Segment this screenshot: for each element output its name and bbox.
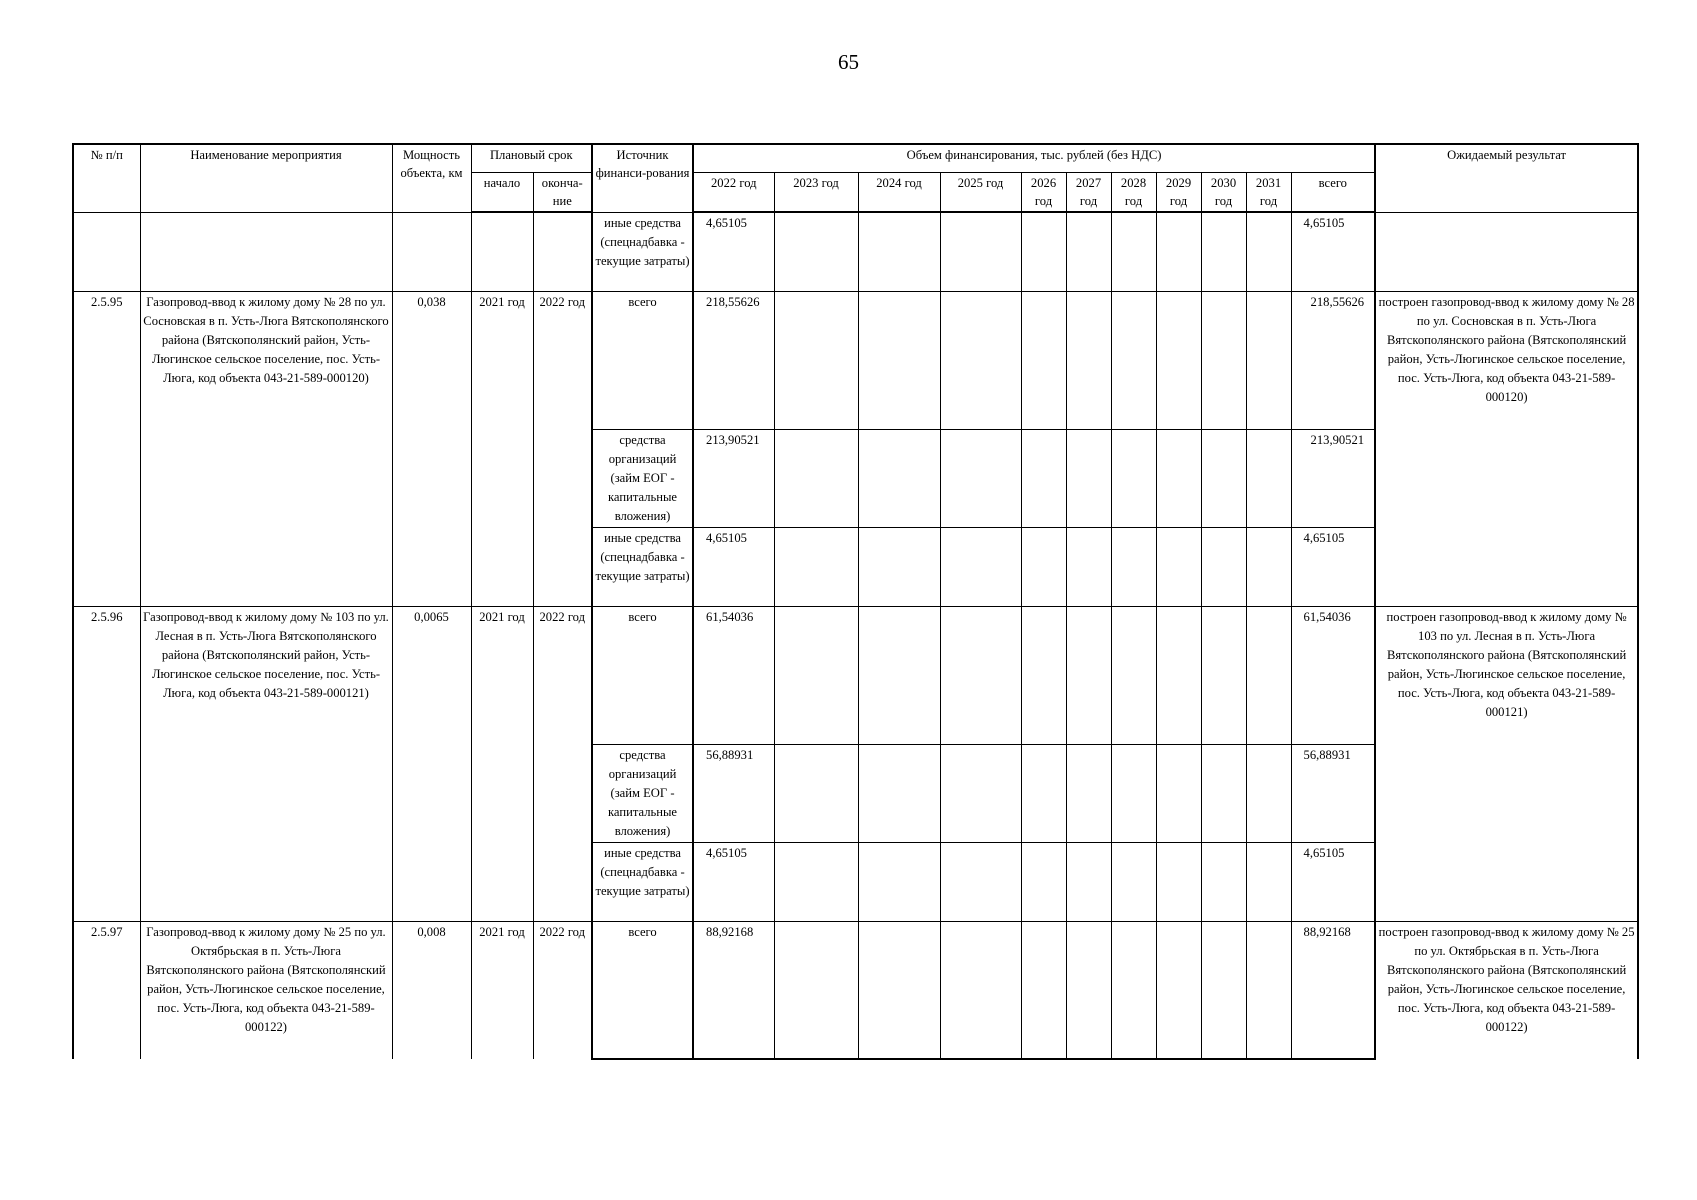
- source-cell: средства организаций (займ ЕОГ - капитальные вложения): [592, 744, 693, 842]
- source-cell: всего: [592, 291, 693, 429]
- year-2022-value: 4,65105: [693, 842, 774, 921]
- item-name: Газопровод-ввод к жилому дому № 28 по ул. Сосновская в п. Усть-Люга Вятскополянского района (Вятскополянский район, Усть-Люгинское сельское поселение, пос. Усть-Люга, код объекта 043-21-589-000120): [140, 291, 392, 606]
- total-value: 56,88931: [1291, 744, 1375, 842]
- year-2022-value: 61,54036: [693, 606, 774, 744]
- item-result: построен газопровод-ввод к жилому дому № 103 по ул. Лесная в п. Усть-Люга Вятскополянского района (Вятскополянский район, Усть-Люгинское сельское поселение, пос. Усть-Люга, код объекта 043-21-589-000121): [1375, 606, 1638, 921]
- year-2022-value: 218,55626: [693, 291, 774, 429]
- item-name: Газопровод-ввод к жилому дому № 25 по ул. Октябрьская в п. Усть-Люга Вятскополянского района (Вятскополянский район, Усть-Люгинское сельское поселение, пос. Усть-Люга, код объекта 043-21-589-000122): [140, 921, 392, 1059]
- source-cell: всего: [592, 606, 693, 744]
- table-row: [73, 921, 1638, 1059]
- table-row: [73, 606, 1638, 744]
- item-result: построен газопровод-ввод к жилому дому № 28 по ул. Сосновская в п. Усть-Люга Вятскополянского района (Вятскополянский район, Усть-Люгинское сельское поселение, пос. Усть-Люга, код объекта 043-21-589-000120): [1375, 291, 1638, 606]
- page-number: 65: [838, 50, 859, 74]
- item-number: 2.5.96: [73, 606, 140, 921]
- total-value: 218,55626: [1291, 291, 1375, 429]
- total-value: 4,65105: [1291, 212, 1375, 291]
- header-term-start: начало: [471, 172, 533, 212]
- header-year-2028: 2028 год: [1111, 172, 1156, 212]
- table-row-continuation: [73, 212, 1638, 291]
- header-total: всего: [1291, 172, 1375, 212]
- item-end: 2022 год: [533, 606, 592, 921]
- header-num: № п/п: [73, 144, 140, 212]
- header-year-2023: 2023 год: [774, 172, 858, 212]
- header-year-2024: 2024 год: [858, 172, 940, 212]
- item-end: 2022 год: [533, 291, 592, 606]
- header-year-2031: 2031 год: [1246, 172, 1291, 212]
- item-capacity: 0,038: [392, 291, 471, 606]
- item-number: 2.5.97: [73, 921, 140, 1059]
- total-value: 4,65105: [1291, 527, 1375, 606]
- header-term: Плановый срок: [471, 144, 592, 172]
- source-cell: иные средства (спецнадбавка - текущие затраты): [592, 842, 693, 921]
- funding-plan-table: [72, 143, 1639, 1060]
- year-2022-value: 213,90521: [693, 429, 774, 527]
- total-value: 88,92168: [1291, 921, 1375, 1059]
- item-start: 2021 год: [471, 921, 533, 1059]
- header-result: Ожидаемый результат: [1375, 144, 1638, 212]
- item-start: 2021 год: [471, 291, 533, 606]
- item-start: 2021 год: [471, 606, 533, 921]
- header-source: Источник финанси-рования: [592, 144, 693, 212]
- header-name: Наименование мероприятия: [140, 144, 392, 212]
- header-year-2027: 2027 год: [1066, 172, 1111, 212]
- source-cell: иные средства (спецнадбавка - текущие затраты): [592, 527, 693, 606]
- total-value: 61,54036: [1291, 606, 1375, 744]
- year-2022-value: 4,65105: [693, 527, 774, 606]
- source-cell: всего: [592, 921, 693, 1059]
- table-row: [73, 291, 1638, 429]
- header-capacity: Мощность объекта, км: [392, 144, 471, 212]
- year-2022-value: 56,88931: [693, 744, 774, 842]
- source-cell: средства организаций (займ ЕОГ - капитальные вложения): [592, 429, 693, 527]
- item-capacity: 0,0065: [392, 606, 471, 921]
- total-value: 4,65105: [1291, 842, 1375, 921]
- year-2022-value: 4,65105: [693, 212, 774, 291]
- header-year-2022: 2022 год: [693, 172, 774, 212]
- header-year-2026: 2026 год: [1021, 172, 1066, 212]
- item-result: построен газопровод-ввод к жилому дому № 25 по ул. Октябрьская в п. Усть-Люга Вятскополянского района (Вятскополянский район, Усть-Люгинское сельское поселение, пос. Усть-Люга, код объекта 043-21-589-000122): [1375, 921, 1638, 1059]
- header-row-1: [73, 144, 1638, 172]
- header-term-end: оконча-ние: [533, 172, 592, 212]
- item-number: 2.5.95: [73, 291, 140, 606]
- item-capacity: 0,008: [392, 921, 471, 1059]
- total-value: 213,90521: [1291, 429, 1375, 527]
- header-year-2029: 2029 год: [1156, 172, 1201, 212]
- item-name: Газопровод-ввод к жилому дому № 103 по ул. Лесная в п. Усть-Люга Вятскополянского района (Вятскополянский район, Усть-Люгинское сельское поселение, пос. Усть-Люга, код объекта 043-21-589-000121): [140, 606, 392, 921]
- source-cell: иные средства (спецнадбавка - текущие затраты): [592, 212, 693, 291]
- year-2022-value: 88,92168: [693, 921, 774, 1059]
- header-funding: Объем финансирования, тыс. рублей (без НДС): [693, 144, 1375, 172]
- header-year-2030: 2030 год: [1201, 172, 1246, 212]
- item-end: 2022 год: [533, 921, 592, 1059]
- header-year-2025: 2025 год: [940, 172, 1021, 212]
